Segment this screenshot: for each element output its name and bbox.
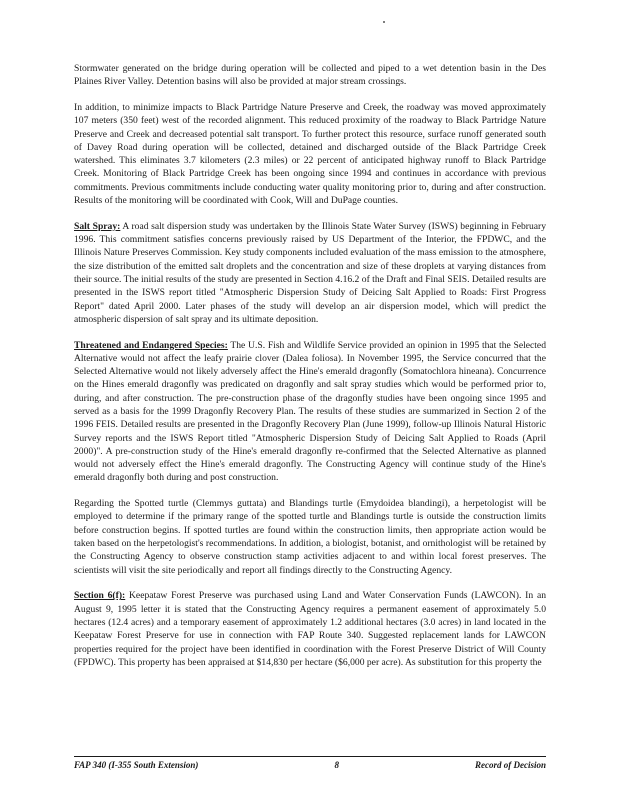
heading-salt-spray: Salt Spray: — [74, 220, 121, 232]
page-footer — [74, 756, 546, 770]
paragraph-section-6f — [74, 589, 546, 669]
paragraph-stormwater: Stormwater generated on the bridge during operation will be collected and piped to a wet detention basin in the Des Plaines River Valley. Detention basins will also be provided at major stream crossings. — [74, 63, 546, 88]
text-section-6f: Keepataw Forest Preserve was purchased using Land and Water Conservation Funds (LAWCON). In an August 9, 1995 letter it is stated that the Constructing Agency requires a permanent easement of approximately 5.0 hectares (12.4 acres) and a temporary easement of approximately 1.2 additional hectares (3.0 acres) in land located in the Keepataw Forest Preserve for use in connection with FAP Route 340. Suggested replacement lands for LAWCON properties required for the project have been identified in coordination with the Forest Preserve District of Will County (FPDWC). This property has been appraised at $14,830 per hectare ($6,000 per acre). As substitution for this property the — [74, 590, 546, 668]
document-body — [74, 62, 546, 682]
footer-page-number: 8 — [334, 760, 339, 770]
heading-endangered-species: Threatened and Endangered Species: — [74, 339, 228, 351]
heading-section-6f: Section 6(f): — [74, 590, 126, 602]
paragraph-turtles: Regarding the Spotted turtle (Clemmys guttata) and Blandings turtle (Emydoidea blandingi), a herpetologist will be employed to determine if the primary range of the spotted turtle and Blandings turtle is outside the construction limits before construction begins. If spotted turtles are found within the construction limits, then appropriate action would be taken based on the herpetologist's recommendations. In addition, a biologist, botanist, and ornithologist will be retained by the Constructing Agency to observe construction stamp activities adjacent to and within local forest preserves. The scientists will visit the site periodically and report all findings directly to the Constructing Agency. — [74, 498, 546, 576]
text-salt-spray: A road salt dispersion study was undertaken by the Illinois State Water Survey (ISWS) beginning in February 1996. This commitment satisfies concerns previously raised by US Department of the Interior, the FPDWC, and the Illinois Nature Preserves Commission. Key study components included evaluation of the mass emission to the atmosphere, the size distribution of the emitted salt droplets and the concentration and size of these droplets at varying distances from their source. The initial results of the study are presented in Section 4.16.2 of the Draft and Final SEIS. Detailed results are presented in the ISWS report titled "Atmospheric Dispersion Study of Deicing Salt Applied to Roads: First Progress Report" dated April 2000. Later phases of the study will develop an air dispersion model, which will predict the atmospheric dispersion of salt spray and its ultimate deposition. — [74, 220, 547, 325]
paragraph-black-partridge: In addition, to minimize impacts to Black Partridge Nature Preserve and Creek, the roadway was moved approximately 107 meters (350 feet) west of the recorded alignment. This reduced proximity of the roadway to Black Partridge Nature Preserve and Creek and decreased potential salt transport. To further protect this resource, surface runoff generated south of Davey Road during operation will be collected, detained and discharged outside of the Black Partridge Creek watershed. This eliminates 3.7 kilometers (2.3 miles) or 22 percent of anticipated highway runoff to Black Partridge Creek. Monitoring of Black Partridge Creek has been ongoing since 1994 and continues in accordance with previous commitments. Previous commitments include conducting water quality monitoring prior to, during and after construction. Results of the monitoring will be coordinated with Cook, Will and DuPage counties. — [74, 101, 546, 207]
footer-document-title: FAP 340 (I-355 South Extension) — [74, 760, 199, 770]
scan-speck — [383, 21, 385, 23]
text-endangered-species: The U.S. Fish and Wildlife Service provided an opinion in 1995 that the Selected Alternative would not affect the leafy prairie clover (Dalea foliosa). In November 1995, the Service concurred that the Selected Alternative would not likely adversely affect the Hine's emerald dragonfly (Somatochlora hineana). Concurrence on the Hines emerald dragonfly was predicated on dragonfly and salt spray studies which would be performed prior to, during, and after construction. The pre-construction phase of the dragonfly studies have been ongoing since 1995 and served as a basis for the 1999 Dragonfly Recovery Plan. The results of these studies are summarized in Section 2 of the 1996 FEIS. Detailed results are presented in the Dragonfly Recovery Plan (June 1999), follow-up Illinois Natural Historic Survey reports and the ISWS Report titled "Atmospheric Dispersion Study of Deicing Salt Applied to Roads (April 2000)". A pre-construction study of the Hine's emerald dragonfly re-confirmed that the Selected Alternative as planned would not adversely effect the Hine's emerald dragonfly. The Constructing Agency will continue study of the Hine's emerald dragonfly both during and post construction. — [74, 339, 546, 484]
footer-section-title: Record of Decision — [475, 760, 546, 770]
paragraph-endangered-species — [74, 339, 546, 485]
paragraph-salt-spray — [74, 220, 546, 326]
